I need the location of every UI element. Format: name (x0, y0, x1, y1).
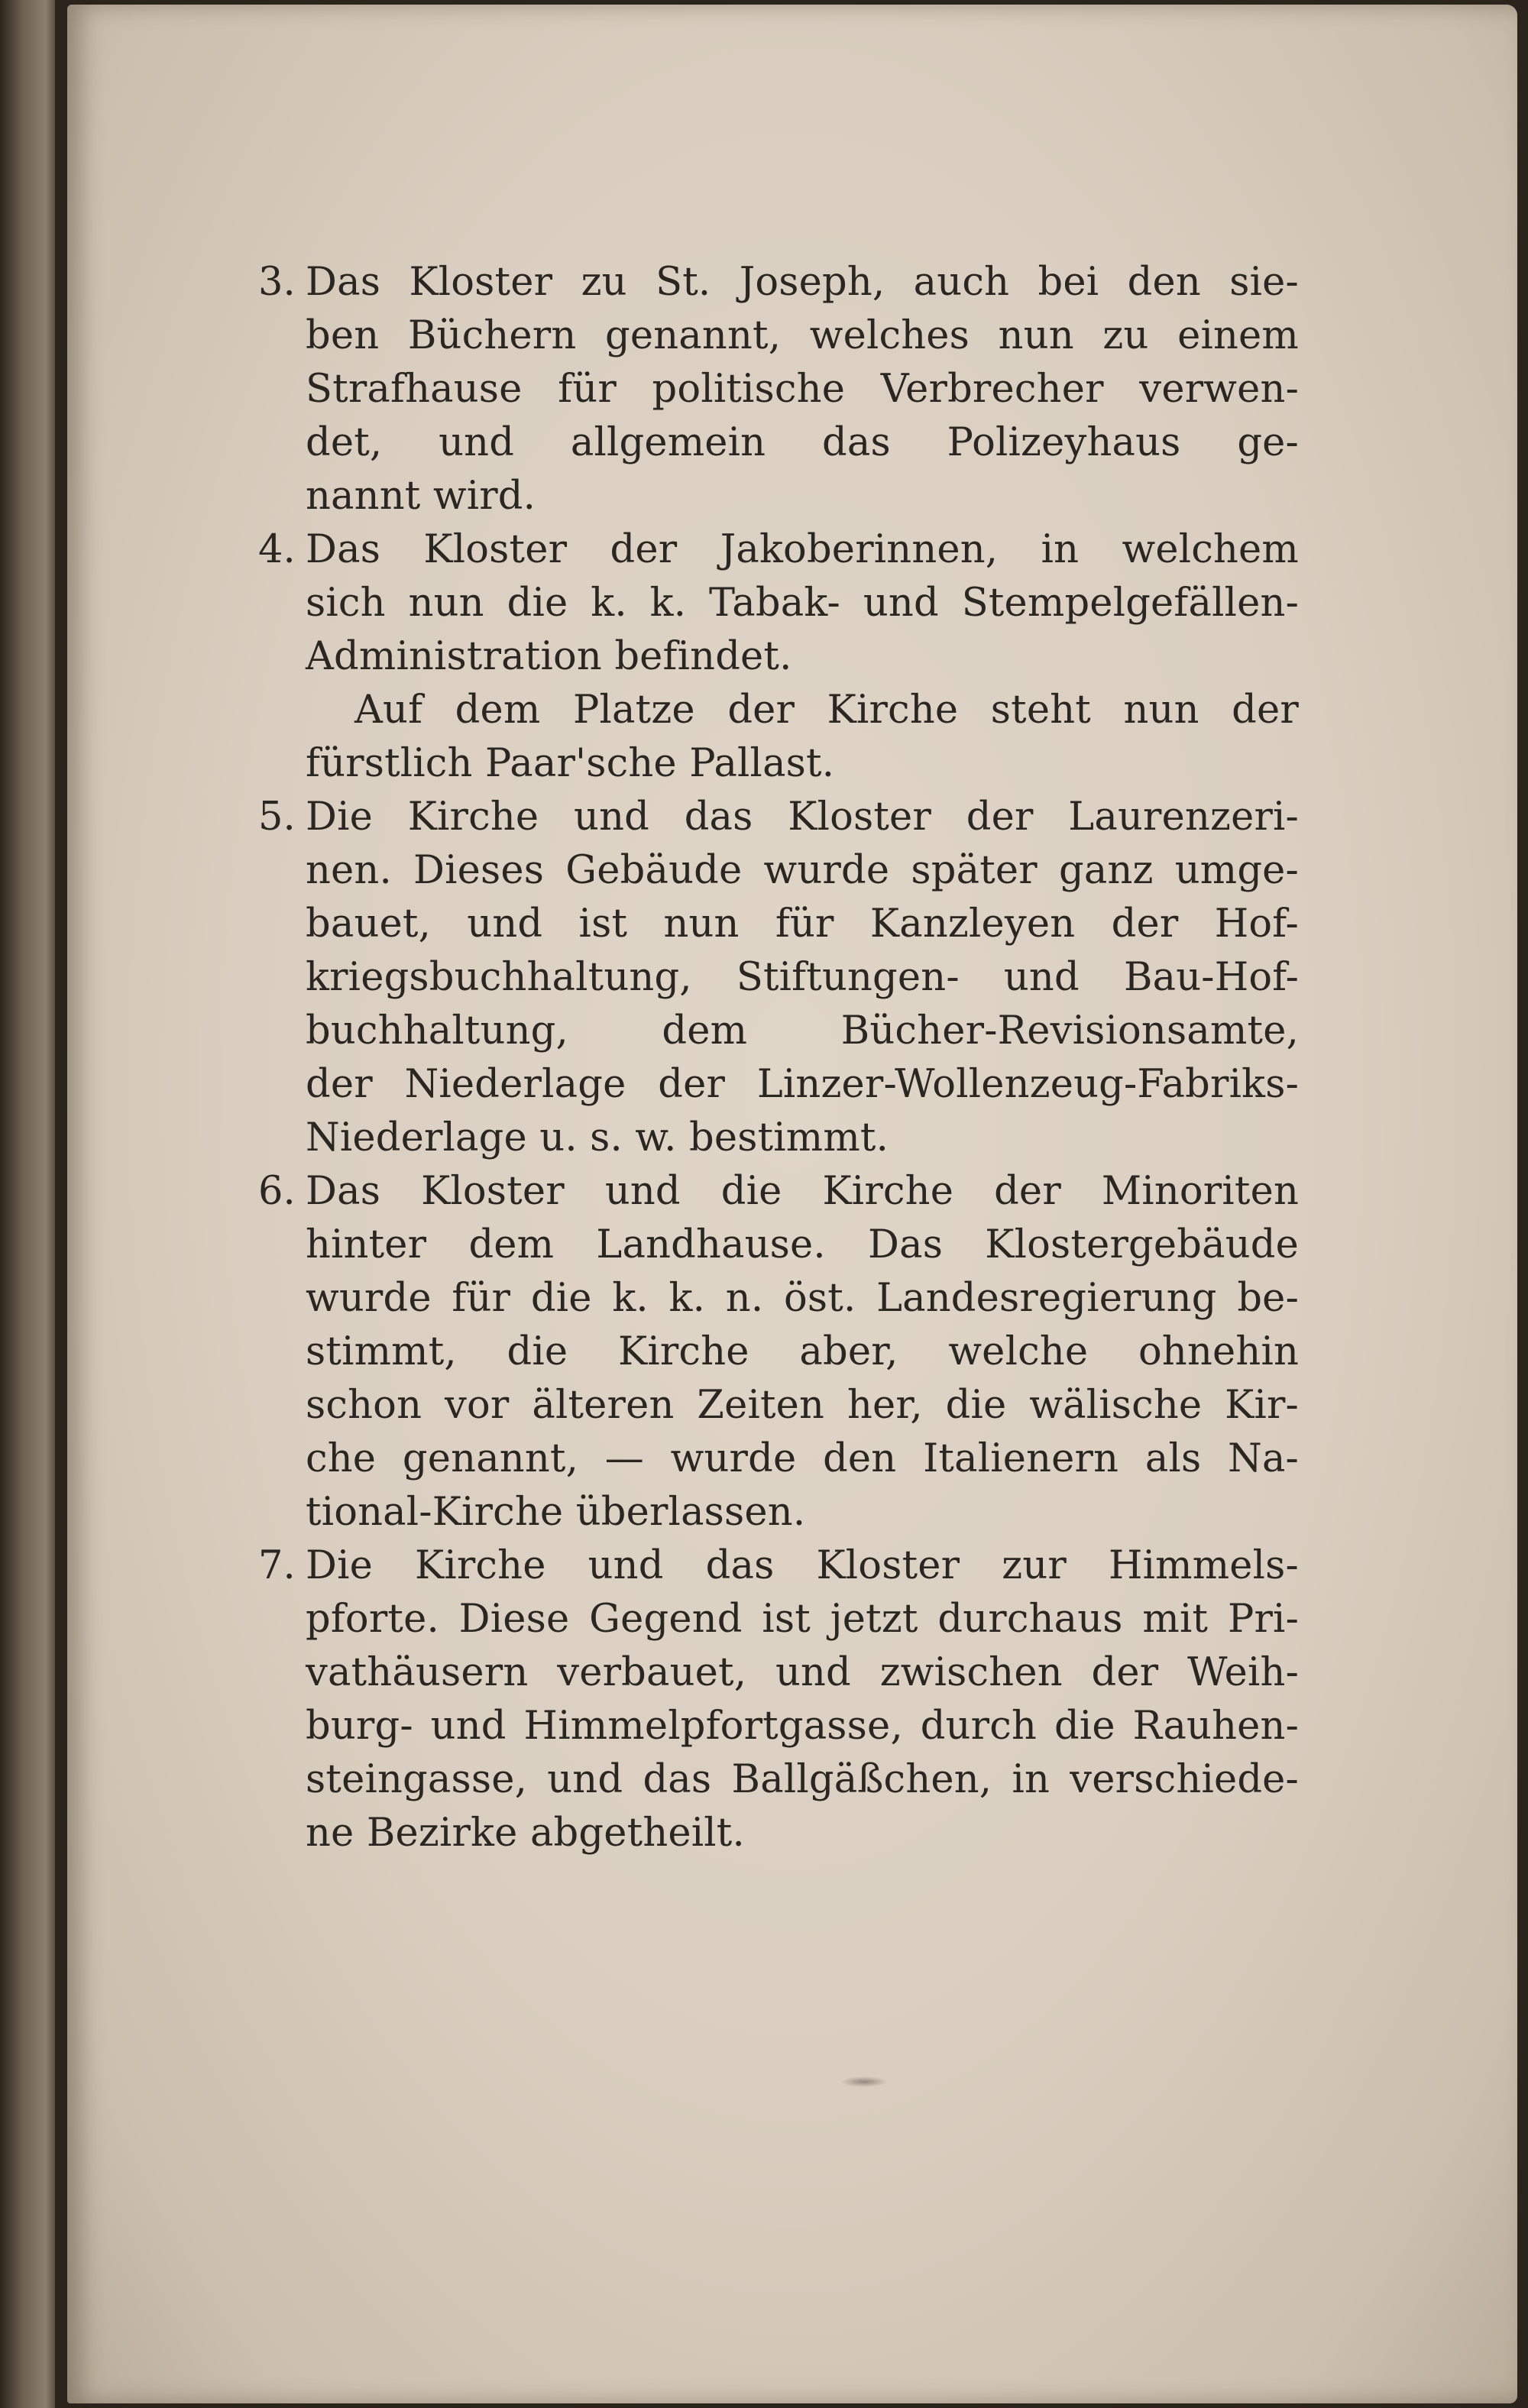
text-line: nen. Dieses Gebäude wurde später ganz umge- (306, 848, 1299, 893)
list-item-6 (258, 1165, 1299, 1539)
text-line: Die Kirche und das Kloster zur Himmels- (306, 1543, 1299, 1588)
text-line: Die Kirche und das Kloster der Laurenzeri- (306, 795, 1299, 840)
text-line: schon vor älteren Zeiten her, die wälische Kir- (306, 1383, 1299, 1428)
text-line: Das Kloster zu St. Joseph, auch bei den sie- (306, 260, 1299, 305)
text-line: bauet, und ist nun für Kanzleyen der Hof- (306, 901, 1299, 947)
text-line: Das Kloster und die Kirche der Minoriten (306, 1169, 1299, 1214)
item-number: 4. (258, 527, 296, 572)
text-line: buchhaltung, dem Bücher-Revisionsamte, (306, 1008, 1299, 1054)
text-line: Niederlage u. s. w. bestimmt. (306, 1115, 889, 1160)
text-line: Auf dem Platze der Kirche steht nun der (354, 688, 1299, 733)
text-line: Strafhause für politische Verbrecher verwen- (306, 367, 1299, 412)
text-line: det, und allgemein das Polizeyhaus ge- (306, 420, 1299, 465)
item-number: 3. (258, 260, 296, 305)
item-number: 6. (258, 1169, 296, 1214)
item-number: 5. (258, 795, 296, 840)
text-line: nannt wird. (306, 474, 536, 519)
list-item-4 (258, 523, 1299, 791)
text-line: vathäusern verbauet, und zwischen der Weih- (306, 1650, 1299, 1695)
page-text (258, 256, 1299, 1860)
text-line: burg- und Himmelpfortgasse, durch die Rauhen- (306, 1704, 1299, 1749)
item-number: 7. (258, 1543, 296, 1588)
ink-smudge-ornament (840, 2076, 888, 2087)
text-line: Administration befindet. (306, 634, 792, 679)
text-line: ben Büchern genannt, welches nun zu einem (306, 313, 1299, 358)
text-line: steingasse, und das Ballgäßchen, in verschiede- (306, 1757, 1299, 1802)
text-line: hinter dem Landhause. Das Klostergebäude (306, 1222, 1299, 1267)
text-line: che genannt, — wurde den Italienern als Na- (306, 1436, 1299, 1481)
text-line: Das Kloster der Jakoberinnen, in welchem (306, 527, 1299, 572)
text-line: stimmt, die Kirche aber, welche ohnehin (306, 1329, 1299, 1374)
list-item-7 (258, 1539, 1299, 1860)
text-line: der Niederlage der Linzer-Wollenzeug-Fabriks- (306, 1062, 1299, 1107)
text-line: kriegsbuchhaltung, Stiftungen- und Bau-Hof- (306, 955, 1299, 1000)
list-item-3 (258, 256, 1299, 523)
text-line: sich nun die k. k. Tabak- und Stempelgefällen- (306, 581, 1299, 626)
text-line: wurde für die k. k. n. öst. Landesregierung be- (306, 1276, 1299, 1321)
text-line: ne Bezirke abgetheilt. (306, 1811, 745, 1856)
text-line: pforte. Diese Gegend ist jetzt durchaus mit Pri- (306, 1597, 1299, 1642)
text-line: tional-Kirche überlassen. (306, 1490, 806, 1535)
left-page-edge (0, 0, 55, 2408)
text-line: fürstlich Paar'sche Pallast. (306, 741, 835, 786)
list-item-5 (258, 791, 1299, 1165)
